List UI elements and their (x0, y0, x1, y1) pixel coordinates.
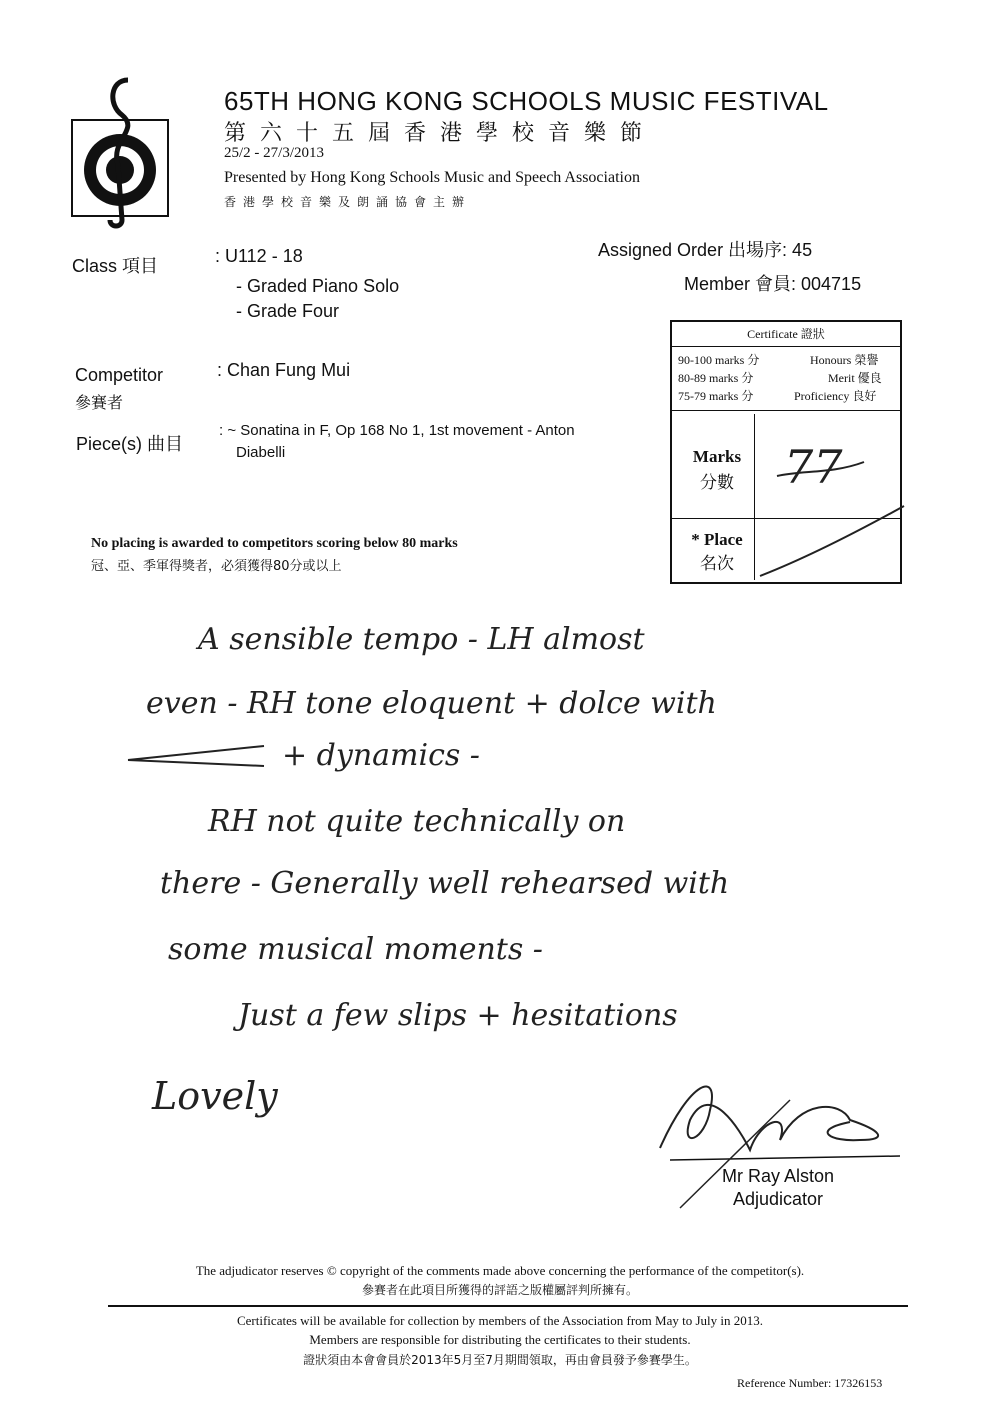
piece-label: Piece(s) 曲目 (76, 434, 184, 454)
comment-line-6: some musical moments - (168, 932, 543, 967)
comment-line-3: + dynamics - (282, 738, 480, 773)
place-dash-mark (756, 502, 906, 582)
cert-row-merit (678, 369, 882, 386)
marks-strike (772, 448, 872, 498)
crescendo-mark (124, 740, 274, 770)
place-label (682, 528, 752, 576)
festival-title: 65TH HONG KONG SCHOOLS MUSIC FESTIVAL (224, 86, 829, 116)
copyright-notice: The adjudicator reserves © copyright of the comments made above concerning the performance of the competitor(s). (195, 1263, 805, 1278)
class-value: : U112 - 18 (215, 246, 303, 266)
collection-notice-zh: 證狀須由本會會員於2013年5月至7月期間領取，再由會員發予參賽學生。 (303, 1353, 697, 1367)
certificate-heading: Certificate 證狀 (672, 322, 900, 347)
comment-line-4: RH not quite technically on (208, 804, 626, 839)
adjudicator-signature (650, 1060, 910, 1210)
festival-title-zh: 第六十五屆香港學校音樂節 (224, 121, 657, 146)
assigned-order: Assigned Order 出場序: 45 (598, 240, 813, 260)
piece-title: : ~ Sonatina in F, Op 168 No 1, 1st movement - Anton (219, 422, 575, 439)
presented-by-zh: 香港學校音樂及朗誦協會主辦 (224, 195, 472, 209)
adjudicator-name: Mr Ray Alston (722, 1166, 835, 1186)
reference-number: Reference Number: 17326153 (737, 1376, 883, 1390)
cert-award: Proficiency 良好 (794, 389, 877, 403)
copyright-notice-zh: 參賽者在此項目所獲得的評語之版權屬評判所擁有。 (361, 1283, 638, 1297)
cert-award: Honours 榮譽 (810, 353, 879, 367)
members-notice: Members are responsible for distributing the certificates to their students. (309, 1332, 691, 1347)
cert-range: 75-79 marks 分 (678, 389, 754, 403)
cert-vertical-divider (754, 414, 755, 580)
festival-dates: 25/2 - 27/3/2013 (224, 145, 324, 161)
marks-label-en: Marks (692, 447, 742, 466)
collection-notice: Certificates will be available for collection by members of the Association from May to July in 2013. (236, 1313, 763, 1328)
cert-row-honours (678, 351, 879, 368)
comment-line-1: A sensible tempo - LH almost (198, 622, 645, 657)
class-description: - Graded Piano Solo (236, 276, 400, 296)
marks-value: 77 (784, 440, 843, 494)
cert-row-proficiency (678, 387, 877, 404)
cert-range: 80-89 marks 分 (678, 371, 754, 385)
cert-divider (672, 410, 900, 411)
piece-composer: Diabelli (236, 444, 286, 461)
certificate-box (670, 320, 902, 584)
footer-divider (108, 1305, 908, 1307)
member-number: Member 會員: 004715 (684, 274, 862, 294)
comment-line-5: there - Generally well rehearsed with (160, 866, 730, 901)
cert-range: 90-100 marks 分 (678, 353, 760, 367)
place-label-en: * Place (691, 530, 743, 549)
placing-notice: No placing is awarded to competitors scoring below 80 marks (91, 536, 458, 551)
class-label: Class 項目 (72, 256, 159, 276)
comment-line-8: Lovely (152, 1074, 278, 1118)
place-label-zh: 名次 (700, 554, 734, 574)
placing-notice-zh: 冠、亞、季軍得獎者，必須獲得80分或以上 (91, 559, 342, 574)
cert-award: Merit 優良 (828, 371, 882, 385)
presented-by: Presented by Hong Kong Schools Music and Speech Association (224, 169, 640, 186)
marks-label-zh: 分數 (700, 473, 734, 493)
comment-line-7: Just a few slips + hesitations (238, 998, 678, 1033)
competitor-name: : Chan Fung Mui (217, 360, 351, 380)
marks-label (682, 444, 752, 496)
adjudicator-title: Adjudicator (733, 1189, 824, 1209)
festival-logo (70, 70, 170, 230)
competitor-label: Competitor (75, 365, 164, 385)
class-grade: - Grade Four (236, 301, 340, 321)
competitor-label-zh: 參賽者 (75, 393, 124, 412)
comment-line-2: even - RH tone eloquent + dolce with (146, 686, 717, 721)
